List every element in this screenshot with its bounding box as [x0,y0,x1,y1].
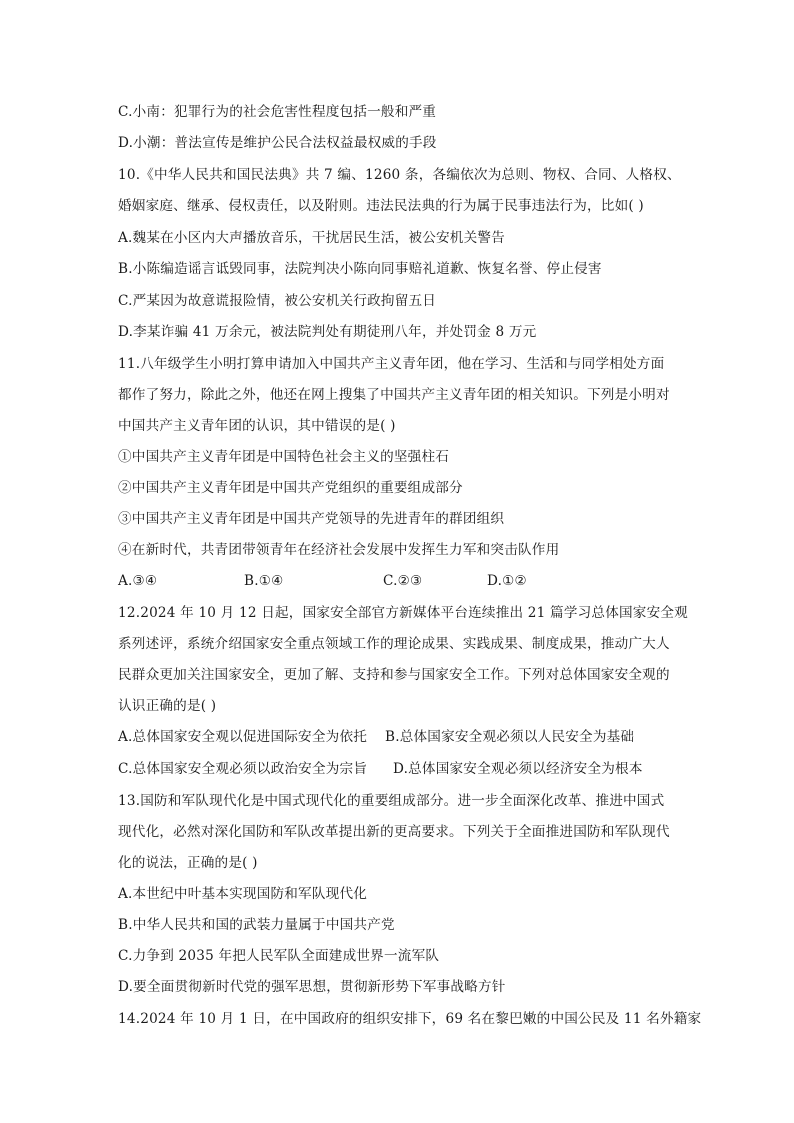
q10-stem-line-2: 婚姻家庭、继承、侵权责任，以及附则。违法民法典的行为属于民事违法行为，比如( ) [118,198,644,214]
q11-option-b: B.①④ [244,573,284,589]
q12-options-row-2 [118,760,678,778]
q13-stem-line-1: 13.国防和军队现代化是中国式现代化的重要组成部分。进一步全面深化改革、推进中国式 [118,793,665,809]
q13-option-a: A.本世纪中叶基本实现国防和军队现代化 [118,886,368,902]
q11-option-c: C.②③ [383,573,423,589]
q9-option-c: C.小南：犯罪行为的社会危害性程度包括一般和严重 [118,104,437,120]
q12-option-b: B.总体国家安全观必须以人民安全为基础 [385,729,635,745]
q10-option-a: A.魏某在小区内大声播放音乐，干扰居民生活，被公安机关警告 [118,230,505,246]
q11-option-d: D.①② [487,573,527,589]
q12-stem-line-2: 系列述评，系统介绍国家安全重点领域工作的理论成果、实践成果、制度成果，推动广大人 [118,636,670,652]
q11-stem-line-2: 都作了努力，除此之外，他还在网上搜集了中国共产主义青年团的相关知识。下列是小明对 [118,387,670,403]
q14-stem-line-1: 14.2024 年 10 月 1 日，在中国政府的组织安排下，69 名在黎巴嫩的中国公民及 11 名外籍家 [118,1011,702,1027]
q9-option-d: D.小潮：普法宣传是维护公民合法权益最权威的手段 [118,135,437,151]
q11-stem-line-1: 11.八年级学生小明打算申请加入中国共产主义青年团，他在学习、生活和与同学相处方面 [118,356,665,372]
q10-stem-line-1: 10.《中华人民共和国民法典》共 7 编、1260 条，各编依次为总则、物权、合同、人格权、 [118,167,681,183]
q13-stem-line-2: 现代化，必然对深化国防和军队改革提出新的更高要求。下列关于全面推进国防和军队现代 [118,824,670,840]
q12-option-d: D.总体国家安全观必须以经济安全为根本 [393,761,643,777]
q13-stem-line-3: 化的说法，正确的是( ) [118,855,258,871]
q11-item-3: ③中国共产主义青年团是中国共产党领导的先进青年的群团组织 [118,511,505,527]
q13-option-b: B.中华人民共和国的武装力量属于中国共产党 [118,917,395,933]
q11-option-a: A.③④ [118,573,158,589]
q10-option-d: D.李某诈骗 41 万余元，被法院判处有期徒刑八年，并处罚金 8 万元 [118,324,537,340]
q12-option-c: C.总体国家安全观必须以政治安全为宗旨 [118,761,368,777]
q13-option-c: C.力争到 2035 年把人民军队全面建成世界一流军队 [118,948,440,964]
q12-stem-line-1: 12.2024 年 10 月 12 日起，国家安全部官方新媒体平台连续推出 21 篇学习总体国家安全观 [118,605,688,621]
q12-options-row-1 [118,728,678,746]
q12-option-a: A.总体国家安全观以促进国际安全为依托 [118,729,368,745]
q10-option-b: B.小陈编造谣言诋毁同事，法院判决小陈向同事赔礼道歉、恢复名誉、停止侵害 [118,261,602,277]
q11-item-2: ②中国共产主义青年团是中国共产党组织的重要组成部分 [118,480,463,496]
q11-options-row [118,572,678,590]
q12-stem-line-3: 民群众更加关注国家安全，更加了解、支持和参与国家安全工作。下列对总体国家安全观的 [118,667,670,683]
q11-item-1: ①中国共产主义青年团是中国特色社会主义的坚强柱石 [118,449,450,465]
q12-stem-line-4: 认识正确的是( ) [118,698,217,714]
q11-item-4: ④在新时代，共青团带领青年在经济社会发展中发挥生力军和突击队作用 [118,542,560,558]
q10-option-c: C.严某因为故意谎报险情，被公安机关行政拘留五日 [118,293,437,309]
q13-option-d: D.要全面贯彻新时代党的强军思想，贯彻新形势下军事战略方针 [118,979,506,995]
q11-stem-line-3: 中国共产主义青年团的认识，其中错误的是( ) [118,418,396,434]
